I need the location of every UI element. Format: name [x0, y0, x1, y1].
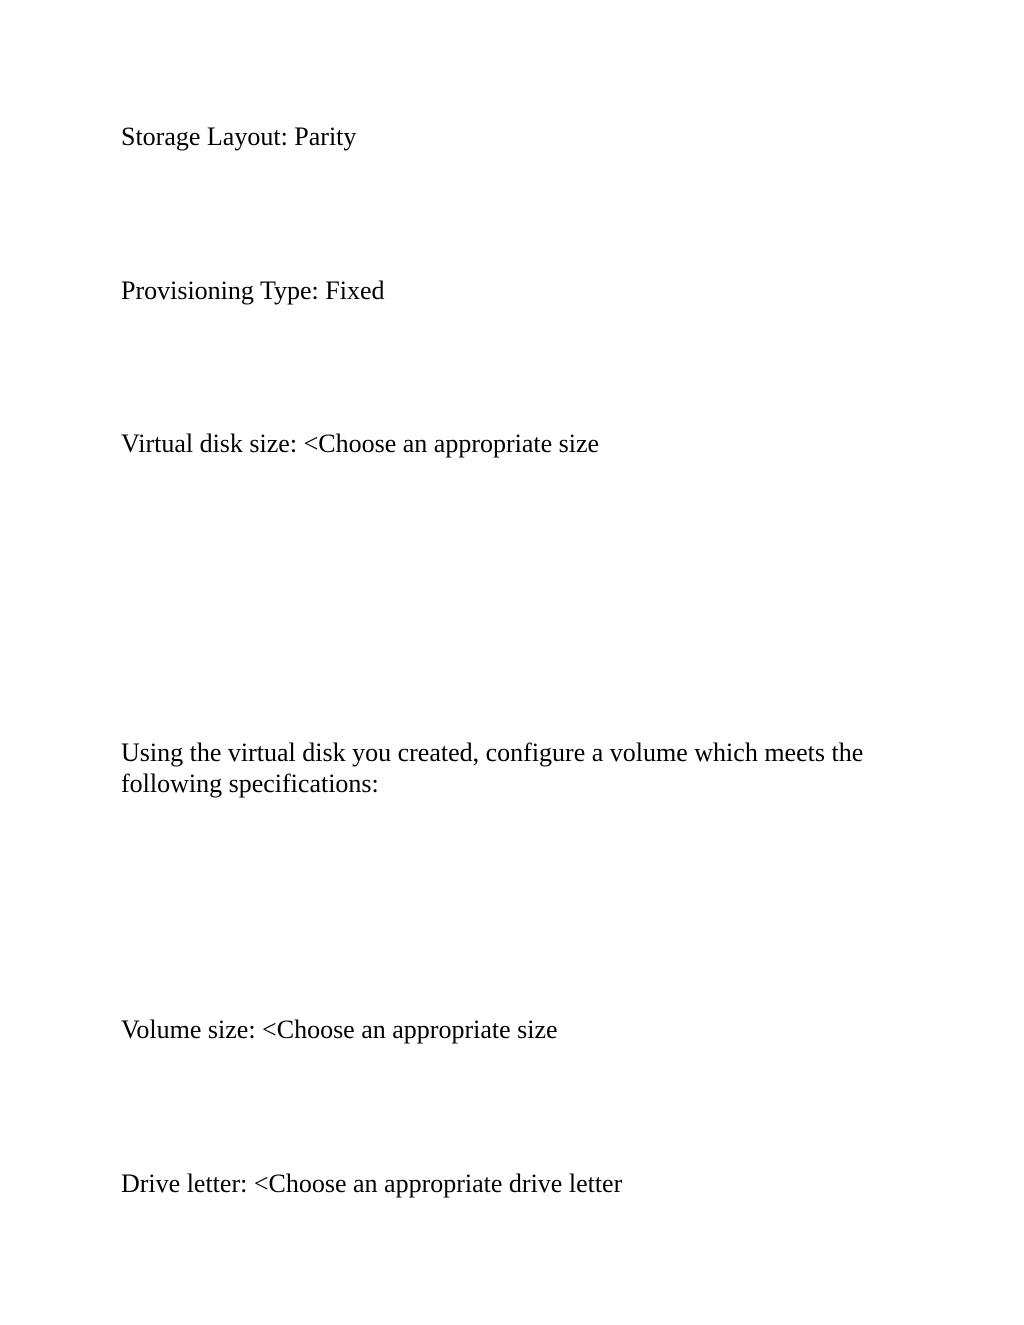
virtual-disk-size-text: Virtual disk size: <Choose an appropriate size: [121, 429, 600, 458]
volume-size-text: Volume size: <Choose an appropriate size: [121, 1015, 558, 1044]
volume-instruction-paragraph: [121, 737, 921, 799]
provisioning-type-text: Provisioning Type: Fixed: [121, 276, 385, 305]
drive-letter-text: Drive letter: <Choose an appropriate drive letter: [121, 1169, 623, 1198]
volume-instruction-line-1: Using the virtual disk you created, configure a volume which meets the: [121, 738, 864, 767]
volume-instruction-line-2: following specifications:: [121, 769, 379, 798]
storage-layout-text: Storage Layout: Parity: [121, 122, 357, 151]
